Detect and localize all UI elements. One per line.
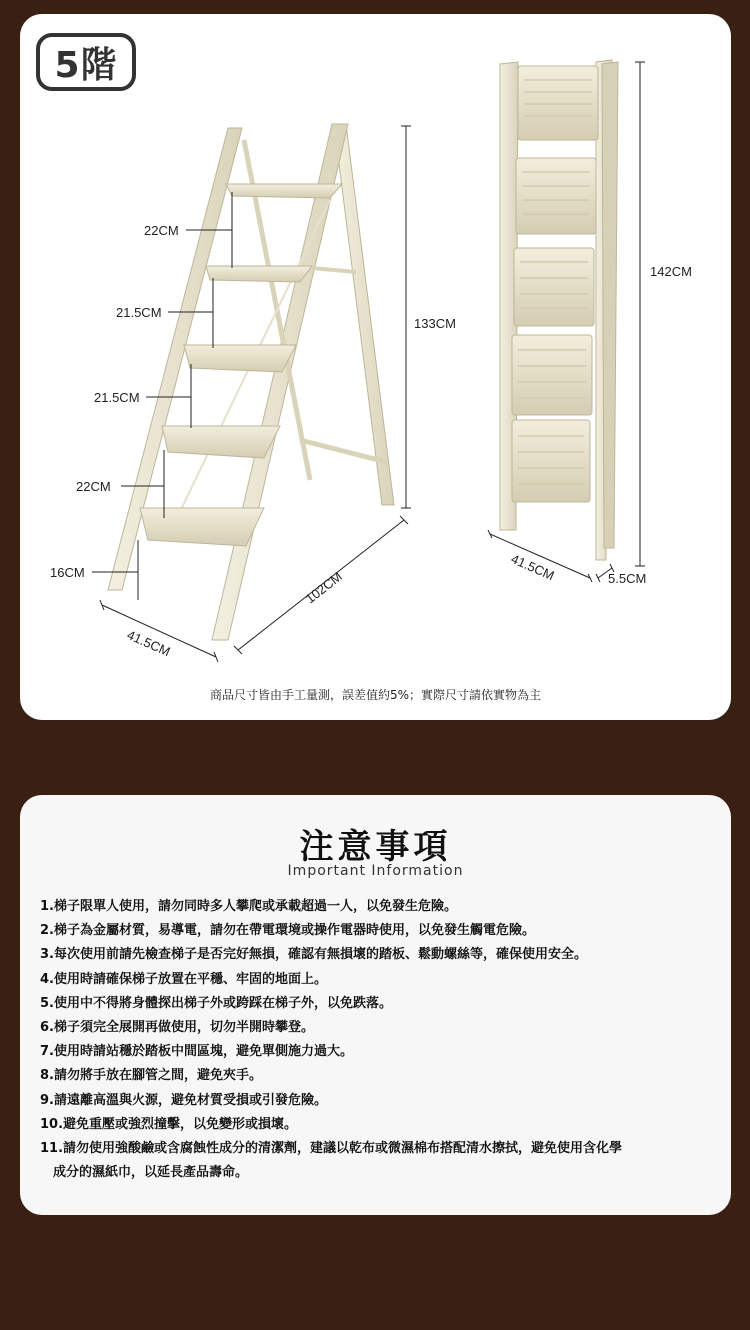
notice-item: 9.請遠離高溫與火源，避免材質受損或引發危險。	[40, 1092, 327, 1108]
notice-item: 11.請勿使用強酸鹼或含腐蝕性成分的清潔劑，建議以乾布或微濕棉布搭配清水擦拭，避免使用含化學	[40, 1141, 623, 1157]
dim-step3-label: 21.5CM	[94, 390, 140, 405]
notice-card	[20, 795, 731, 1215]
notice-item: 5.使用中不得將身體探出梯子外或跨踩在梯子外，以免跌落。	[40, 995, 392, 1011]
notice-item: 10.避免重壓或強烈撞擊，以免變形或損壞。	[40, 1116, 298, 1132]
dim-bottom-label: 16CM	[50, 565, 85, 580]
notice-subtitle: Important Information	[287, 863, 464, 879]
notice-item: 7.使用時請站穩於踏板中間區塊，避免單側施力過大。	[40, 1044, 353, 1060]
dim-folded-thickness-label: 5.5CM	[608, 571, 647, 586]
notice-item: 8.請勿將手放在腳管之間，避免夾手。	[40, 1068, 262, 1084]
dim-step2-label: 21.5CM	[116, 305, 162, 320]
measurement-caption: 商品尺寸皆由手工量測，誤差值約5%；實際尺寸請依實物為主	[209, 688, 542, 702]
notice-item: 4.使用時請確保梯子放置在平穩、牢固的地面上。	[40, 971, 327, 987]
open-ladder-dimension-lines	[92, 126, 411, 662]
notice-title: 注意事項	[299, 827, 452, 867]
notice-item: 2.梯子為金屬材質，易導電，請勿在帶電環境或操作電器時使用，以免發生觸電危險。	[40, 923, 535, 939]
open-ladder	[108, 124, 394, 640]
notice-item-continued: 成分的濕紙巾，以延長產品壽命。	[40, 1165, 249, 1181]
notice-item: 3.每次使用前請先檢查梯子是否完好無損，確認有無損壞的踏板、鬆動螺絲等，確保使用安全。	[40, 947, 587, 963]
notice-list	[40, 895, 720, 1185]
dim-step1-label: 22CM	[144, 223, 179, 238]
dim-open-width-label: 41.5CM	[124, 627, 173, 660]
dim-folded-width-label: 41.5CM	[508, 551, 557, 584]
dim-open-depth-label: 102CM	[302, 568, 345, 607]
notice-item: 6.梯子須完全展開再做使用，切勿半開時攀登。	[40, 1020, 314, 1036]
dim-open-height-label: 133CM	[414, 316, 456, 331]
dim-folded-height-label: 142CM	[650, 264, 692, 279]
step-count-badge: 5階	[36, 33, 136, 91]
dim-step4-label: 22CM	[76, 479, 111, 494]
notice-item: 1.梯子限單人使用，請勿同時多人攀爬或承載超過一人，以免發生危險。	[40, 899, 457, 914]
folded-ladder	[500, 60, 618, 560]
